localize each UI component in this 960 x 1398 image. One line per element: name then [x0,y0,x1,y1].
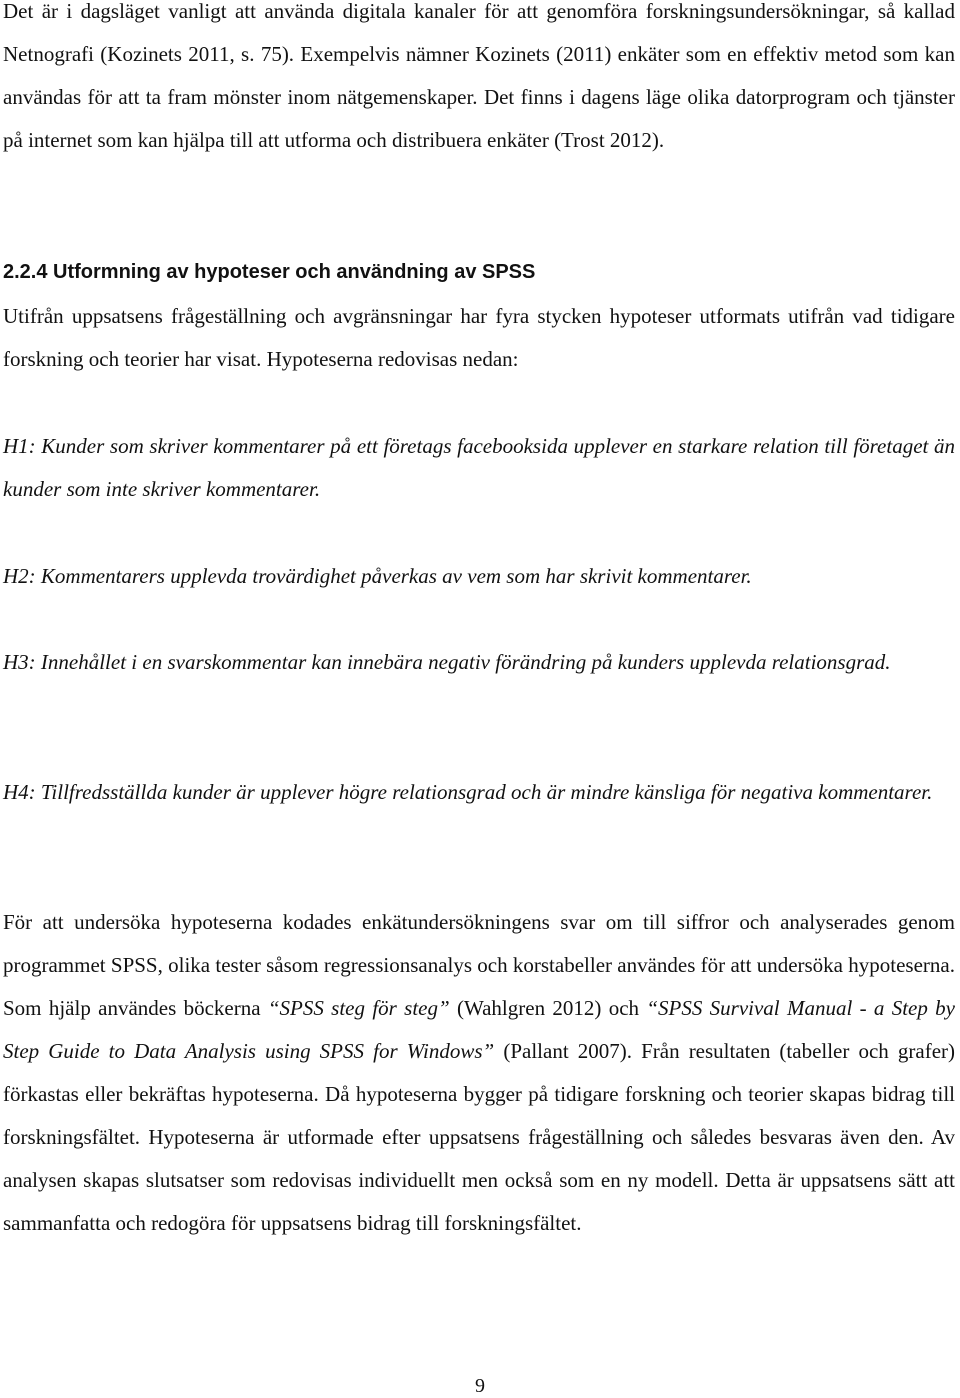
section-number: 2.2.4 [3,261,48,283]
hypothesis-h4: H4: Tillfredsställda kunder är upplever högre relationsgrad och är mindre känsliga för negativa kommentarer. [3,780,933,804]
hypothesis-h2: H2: Kommentarers upplevda trovärdighet påverkas av vem som har skrivit kommentarer. [3,564,752,588]
closing-text-2: (Wahlgren 2012) och [449,996,647,1020]
hypothesis-h3: H3: Innehållet i en svarskommentar kan innebära negativ förändring på kunders upplevda relationsgrad. [3,650,891,674]
closing-text-1: För att undersöka hypoteserna kodades enkätundersökningens svar om till siffror och analyserades genom programmet SPSS, olika tester såsom regressionsanalys och korstabeller användes för att undersöka hypoteserna. Som hjälp användes böckerna [3,910,955,1020]
section-heading [3,252,535,292]
section-title: Utformning av hypoteser och användning av SPSS [53,261,536,283]
intro-paragraph: Det är i dagsläget vanligt att använda digitala kanaler för att genomföra forskningsundersökningar, så kallad Netnografi (Kozinets 2011, s. 75). Exempelvis nämner Kozinets (2011) enkäter som en effektiv metod som kan användas för att ta fram mönster inom nätgemenskaper. Det finns i dagens läge olika datorprogram och tjänster på internet som kan hjälpa till att utforma och distribuera enkäter (Trost 2012). [3,0,955,152]
hypothesis-h1: H1: Kunder som skriver kommentarer på ett företags facebooksida upplever en starkare relation till företaget än kunder som inte skriver kommentarer. [3,434,955,501]
book-title-spss-survival: “SPSS Survival Manual - a Step by Step Guide to Data Analysis using SPSS for Windows” [3,996,955,1063]
section-intro-paragraph: Utifrån uppsatsens frågeställning och avgränsningar har fyra stycken hypoteser utformats utifrån vad tidigare forskning och teorier har visat. Hypoteserna redovisas nedan: [3,304,955,371]
book-title-spss-steg: “SPSS steg för steg” [267,996,450,1020]
closing-paragraph [3,901,955,1245]
closing-text-3: (Pallant 2007). Från resultaten (tabeller och grafer) förkastas eller bekräftas hypoteserna. Då hypoteserna bygger på tidigare forskning och teorier skapas bidrag till forskningsfältet. Hypoteserna är utformade efter uppsatsens frågeställning och således besvaras även den. Av analysen skapas slutsatser som redovisas individuellt men också som en ny modell. Detta är uppsatsens sätt att sammanfatta och redogöra för uppsatsens bidrag till forskningsfältet. [3,1039,956,1235]
page-number: 9 [475,1375,485,1397]
